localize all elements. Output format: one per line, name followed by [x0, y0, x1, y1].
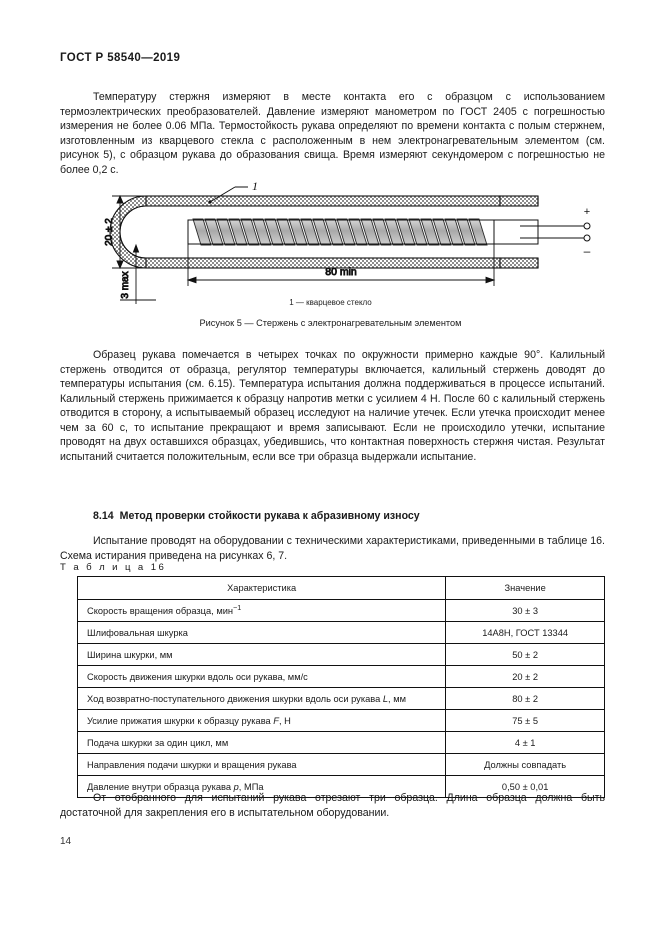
column-header-value: Значение	[446, 577, 605, 600]
section-heading-8-14	[93, 510, 420, 522]
intro-paragraph: Температуру стержня измеряют в месте контакта его с образцом с использованием термоэлектрических преобразователей. Давление измеряют манометром по ГОСТ 2405 с погрешностью измерения не более 0.06 МПа. Термостойкость рукава определяют по времени контакта с полым стержнем, изготовленным из кварцевого стекла с расположенным в нем электронагревательным элементом (см. рисунок 5), с образцом рукава до образования свища. Время измеряют секундомером с погрешностью не более 0,2 с.	[60, 91, 605, 176]
dimension-length-label: 80 min	[325, 266, 357, 278]
tail-paragraph: От отобранного для испытаний рукава отрезают три образца. Длина образца должна быть достаточной для закрепления его в испытательном оборудовании.	[60, 792, 605, 819]
cell-text-post: , МПа	[238, 781, 264, 792]
cell-text-pre: Усилие прижатия шкурки к образцу рукава	[87, 715, 274, 726]
table-row	[78, 710, 605, 732]
table-row	[78, 754, 605, 776]
section-intro-paragraph: Испытание проводят на оборудовании с техническими характеристиками, приведенными в таблице 16. Схема истирания приведена на рисунках 6, 7.	[60, 535, 605, 562]
cell-characteristic	[78, 710, 446, 732]
cell-characteristic: Ширина шкурки, мм	[78, 644, 446, 666]
post-figure-paragraph-block	[60, 348, 605, 464]
dimension-height-label: 20 ± 2	[104, 218, 115, 246]
table-body	[78, 600, 605, 798]
section-intro-paragraph-block	[60, 534, 605, 563]
variable-p: p	[233, 781, 239, 792]
cell-value: 50 ± 2	[446, 644, 605, 666]
table-row	[78, 666, 605, 688]
figure-caption: Рисунок 5 — Стержень с электронагревательным элементом	[199, 318, 462, 328]
section-title: Метод проверки стойкости рукава к абразивному износу	[119, 510, 420, 522]
table-row	[78, 600, 605, 622]
cell-value: Должны совпадать	[446, 754, 605, 776]
cell-value: 4 ± 1	[446, 732, 605, 754]
table-header-row	[78, 577, 605, 600]
cell-value: 20 ± 2	[446, 666, 605, 688]
variable-F: F	[273, 715, 279, 726]
cell-text-pre: Ход возвратно-поступательного движения шкурки вдоль оси рукава	[87, 693, 383, 704]
terminal-positive	[584, 223, 590, 229]
intro-paragraph-block	[60, 90, 605, 177]
cell-text: Скорость вращения образца, мин	[87, 605, 234, 616]
cell-superscript: −1	[233, 602, 242, 612]
table-row	[78, 688, 605, 710]
figure-key: 1 — кварцевое стекло	[289, 298, 372, 307]
post-figure-paragraph: Образец рукава помечается в четырех точках по окружности примерно каждые 90°. Калильный стержень отводится от образца, регулятор температуры включается, калильный стержень доводят до температуры испытания (см. 6.15). Температура испытания должна поддерживаться в процессе испытаний. Калильный стержень прижимается к образцу напротив метки с усилием 4 Н. После 60 с калильный стержень отводится в сторону, а испытываемый образец исследуют на наличие утечек. Если утечка происходит менее чем за 60 с, то испытание прекращают и время записывают. Если не происходило утечки, испытание проводят на двух оставшихся образцах, убедившись, что контактная поверхность стержня чистая. Результат испытаний считается положительным, если все три образца выдержали испытание.	[60, 349, 605, 463]
cell-text-post: , Н	[278, 715, 291, 726]
figure-5-drawing	[60, 182, 605, 332]
table-row	[78, 622, 605, 644]
specification-table	[77, 576, 605, 798]
cell-characteristic: Скорость движения шкурки вдоль оси рукава, мм/с	[78, 666, 446, 688]
cell-value: 14А8Н, ГОСТ 13344	[446, 622, 605, 644]
cell-value: 30 ± 3	[446, 600, 605, 622]
dimension-wall-label: 3 max	[120, 271, 131, 299]
column-header-characteristic: Характеристика	[78, 577, 446, 600]
terminal-minus-label: –	[583, 244, 591, 258]
callout-number-1: 1	[252, 182, 258, 193]
table-row	[78, 644, 605, 666]
figure-5	[60, 182, 605, 332]
table-label: Т а б л и ц а 16	[60, 562, 167, 573]
terminal-negative	[584, 235, 590, 241]
heating-coil	[188, 219, 494, 245]
table-row	[78, 732, 605, 754]
cell-value: 80 ± 2	[446, 688, 605, 710]
cell-text-post: , мм	[388, 693, 406, 704]
cell-text-pre: Давление внутри образца рукава	[87, 781, 234, 792]
cell-characteristic: Шлифовальная шкурка	[78, 622, 446, 644]
cell-characteristic	[78, 688, 446, 710]
cell-value: 0,50 ± 0,01	[446, 776, 605, 798]
variable-L: L	[382, 693, 389, 704]
section-number: 8.14	[93, 510, 114, 522]
terminal-plus-label: +	[583, 206, 591, 218]
cell-characteristic: Подача шкурки за один цикл, мм	[78, 732, 446, 754]
page-number: 14	[60, 836, 72, 847]
cell-characteristic: Направления подачи шкурки и вращения рукава	[78, 754, 446, 776]
cell-characteristic	[78, 600, 446, 622]
tail-paragraph-block	[60, 791, 605, 820]
terminal-block	[494, 220, 538, 244]
page-header: ГОСТ Р 58540—2019	[60, 52, 181, 64]
cell-value: 75 ± 5	[446, 710, 605, 732]
